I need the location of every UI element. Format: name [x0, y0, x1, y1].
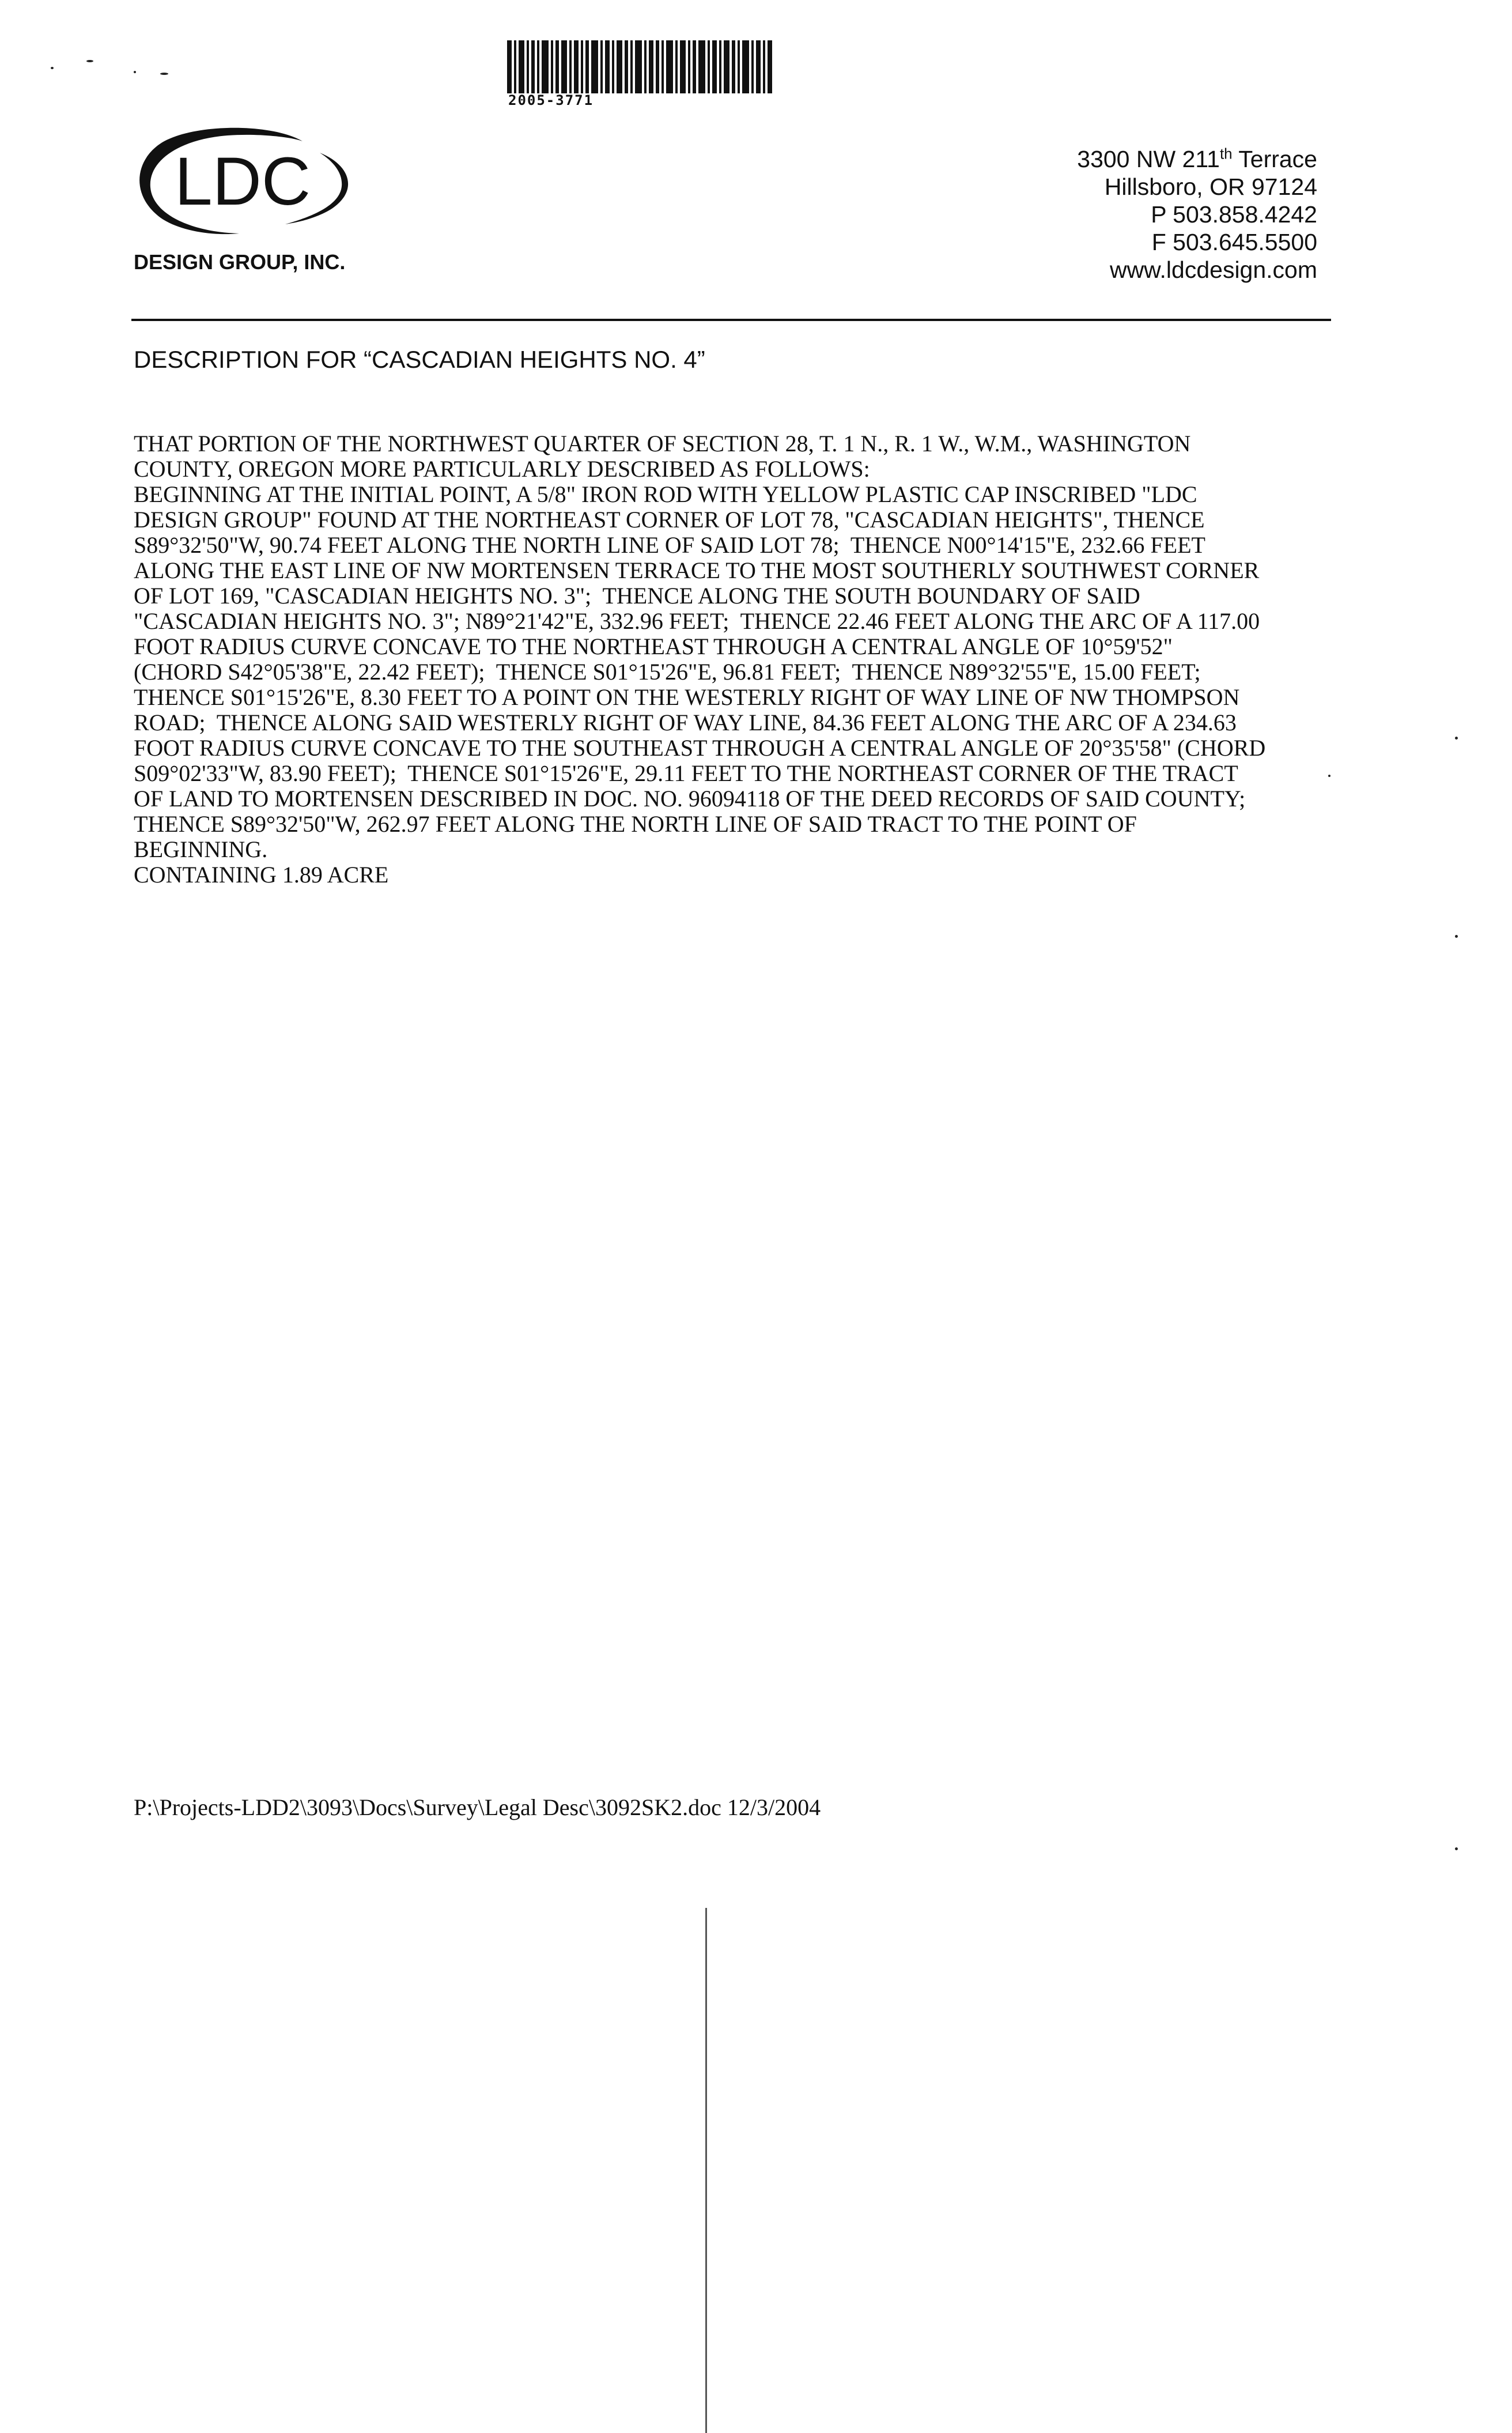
- scan-speck: [1455, 1847, 1458, 1850]
- description-line: OF LOT 169, "CASCADIAN HEIGHTS NO. 3"; THENCE ALONG THE SOUTH BOUNDARY OF SAID: [134, 583, 1140, 609]
- address-fax: F 503.645.5500: [1151, 229, 1317, 255]
- description-line: (CHORD S42°05'38"E, 22.42 FEET); THENCE S01°15'26"E, 96.81 FEET; THENCE N89°32'55"E, 15.00 FEET;: [134, 659, 1201, 685]
- scan-speck: [51, 67, 54, 69]
- scan-speck: [1455, 935, 1458, 938]
- barcode-number: 2005-3771: [508, 92, 594, 108]
- description-line: FOOT RADIUS CURVE CONCAVE TO THE NORTHEAST THROUGH A CENTRAL ANGLE OF 10°59'52": [134, 633, 1173, 659]
- header-divider: [131, 319, 1331, 321]
- description-line: FOOT RADIUS CURVE CONCAVE TO THE SOUTHEAST THROUGH A CENTRAL ANGLE OF 20°35'58" (CHORD: [134, 735, 1266, 761]
- file-path-footer: P:\Projects-LDD2\3093\Docs\Survey\Legal Desc\3092SK2.doc 12/3/2004: [134, 1794, 821, 1820]
- description-line: OF LAND TO MORTENSEN DESCRIBED IN DOC. NO. 96094118 OF THE DEED RECORDS OF SAID COUNTY;: [134, 786, 1246, 812]
- description-line: BEGINNING AT THE INITIAL POINT, A 5/8" IRON ROD WITH YELLOW PLASTIC CAP INSCRIBED "LDC: [134, 481, 1197, 507]
- description-line: ALONG THE EAST LINE OF NW MORTENSEN TERRACE TO THE MOST SOUTHERLY SOUTHWEST CORNER: [134, 557, 1260, 583]
- description-line: COUNTY, OREGON MORE PARTICULARLY DESCRIBED AS FOLLOWS:: [134, 456, 870, 482]
- address-phone: P 503.858.4242: [1151, 201, 1317, 228]
- scan-fold-line: [705, 1908, 707, 2433]
- description-line: THENCE S89°32'50"W, 262.97 FEET ALONG THE NORTH LINE OF SAID TRACT TO THE POINT OF: [134, 811, 1137, 837]
- address-street-prefix: 3300 NW 211: [1077, 146, 1220, 172]
- description-line: DESIGN GROUP" FOUND AT THE NORTHEAST CORNER OF LOT 78, "CASCADIAN HEIGHTS", THENCE: [134, 507, 1205, 533]
- scan-speck: [1455, 737, 1458, 740]
- barcode-icon: [507, 40, 772, 96]
- address-block: [1077, 145, 1317, 284]
- address-city: Hillsboro, OR 97124: [1104, 173, 1317, 200]
- legal-description: [134, 431, 1350, 888]
- address-street: [1077, 145, 1317, 173]
- description-line: THAT PORTION OF THE NORTHWEST QUARTER OF SECTION 28, T. 1 N., R. 1 W., W.M., WASHINGTON: [134, 431, 1191, 457]
- document-title: DESCRIPTION FOR “CASCADIAN HEIGHTS NO. 4”: [134, 346, 705, 373]
- address-website: www.ldcdesign.com: [1109, 256, 1317, 283]
- description-line: CONTAINING 1.89 ACRE: [134, 862, 389, 888]
- description-line: "CASCADIAN HEIGHTS NO. 3"; N89°21'42"E, 332.96 FEET; THENCE 22.46 FEET ALONG THE ARC OF A 117.00: [134, 608, 1260, 634]
- logo-mark-text: LDC: [175, 144, 311, 220]
- address-street-sup: th: [1219, 145, 1233, 163]
- description-line: ROAD; THENCE ALONG SAID WESTERLY RIGHT OF WAY LINE, 84.36 FEET ALONG THE ARC OF A 234.63: [134, 710, 1237, 735]
- description-line: S89°32'50"W, 90.74 FEET ALONG THE NORTH LINE OF SAID LOT 78; THENCE N00°14'15"E, 232.66 FEET: [134, 532, 1205, 558]
- description-line: BEGINNING.: [134, 836, 268, 862]
- ldc-logo-icon: [130, 118, 372, 245]
- description-line: THENCE S01°15'26"E, 8.30 FEET TO A POINT ON THE WESTERLY RIGHT OF WAY LINE OF NW THOMPSON: [134, 684, 1240, 710]
- description-line: S09°02'33"W, 83.90 FEET); THENCE S01°15'26"E, 29.11 FEET TO THE NORTHEAST CORNER OF THE TRACT: [134, 760, 1238, 786]
- scan-speck: [134, 71, 136, 73]
- address-street-suffix: Terrace: [1232, 146, 1317, 172]
- scan-speck: [86, 60, 93, 62]
- company-name: DESIGN GROUP, INC.: [134, 250, 346, 274]
- scan-speck: [160, 73, 168, 75]
